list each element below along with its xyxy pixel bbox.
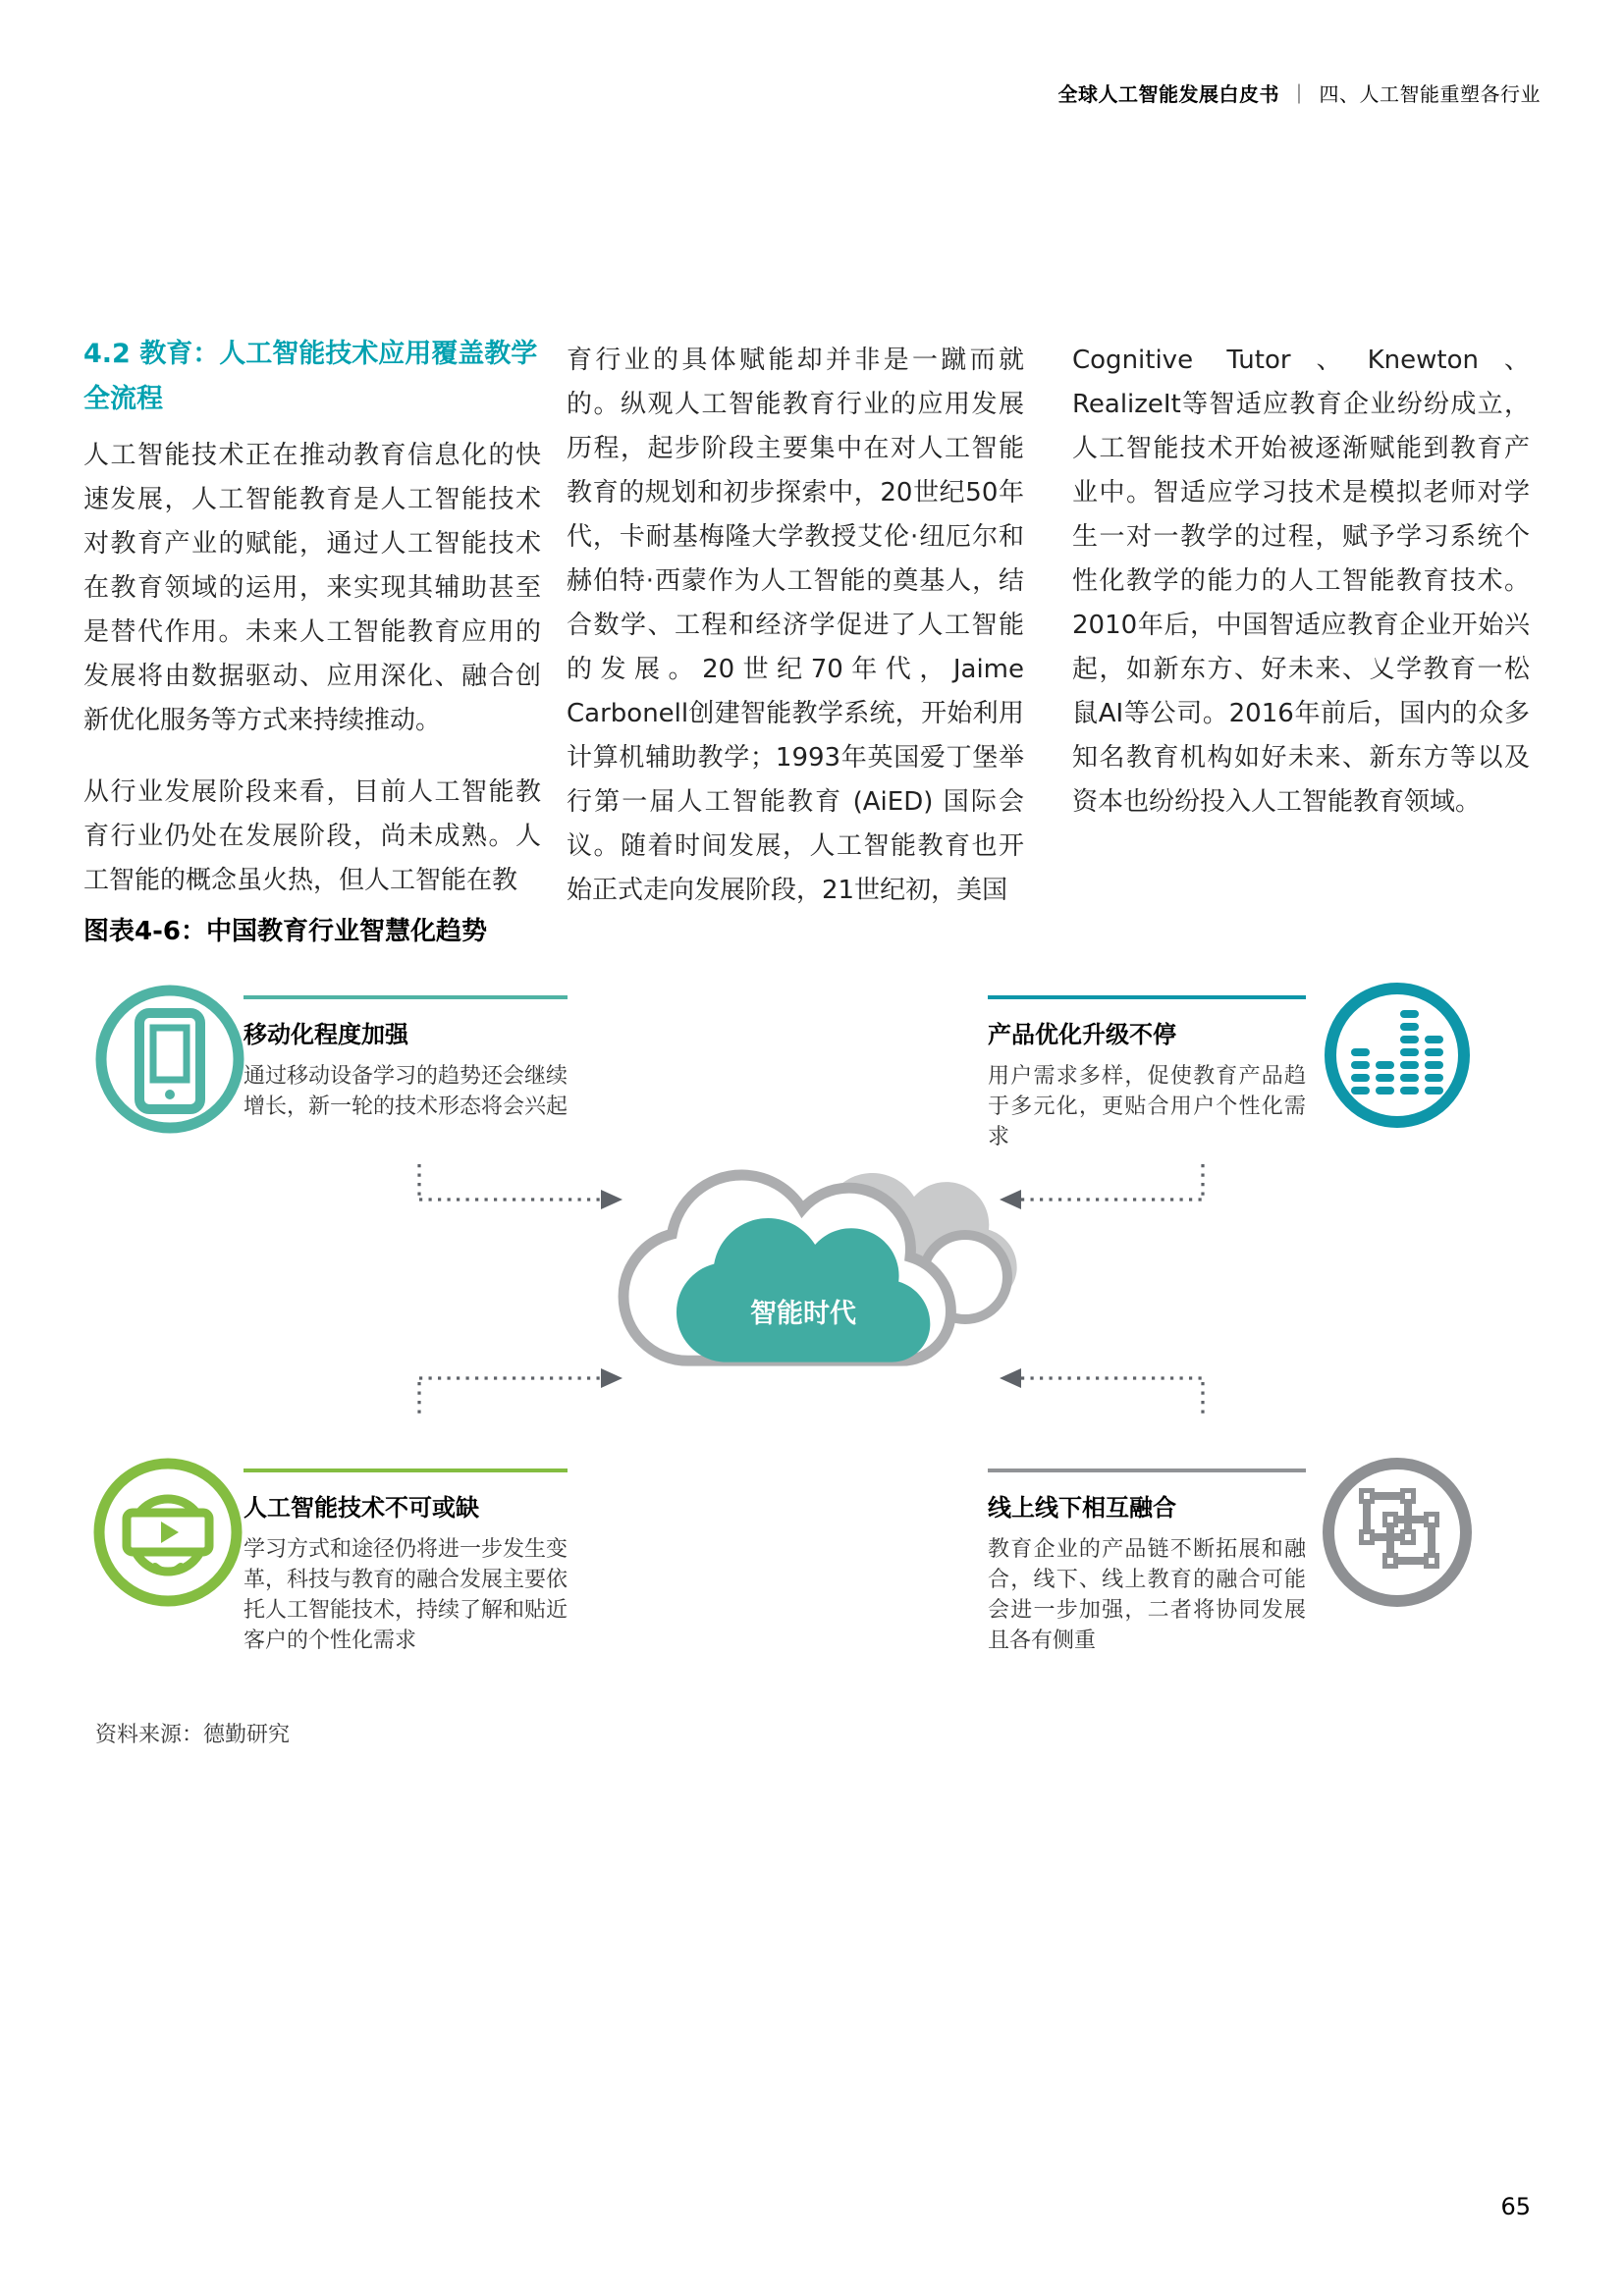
arrow-left-icon [992, 1160, 1218, 1211]
quadrant-body: 通过移动设备学习的趋势还会继续增长，新一轮的技术形态将会兴起 [244, 1064, 568, 1119]
arrow-right-icon [405, 1160, 630, 1211]
quadrant-online-offline [988, 1468, 1306, 1656]
page-header [1058, 79, 1542, 107]
accent-divider [988, 1468, 1306, 1472]
accent-divider [244, 995, 568, 999]
chapter-title: 四、人工智能重塑各行业 [1319, 82, 1541, 106]
quadrant-mobile [244, 995, 568, 1122]
body-paragraph: 从行业发展阶段来看，目前人工智能教育行业仍处在发展阶段，尚未成熟。人工智能的概念虽火热，但人工智能在教 [83, 777, 541, 895]
text-column-2 [567, 339, 1024, 913]
quadrant-body: 教育企业的产品链不断拓展和融合，线下、线上教育的融合可能会进一步加强，二者将协同发展且各有侧重 [988, 1537, 1306, 1653]
equalizer-bars-icon [1322, 980, 1473, 1131]
quadrant-heading: 人工智能技术不可或缺 [244, 1494, 479, 1522]
quadrant-heading: 移动化程度加强 [244, 1021, 408, 1048]
quadrant-ai-tech [244, 1468, 568, 1656]
body-paragraph: 育行业的具体赋能却并非是一蹴而就的。纵观人工智能教育行业的应用发展历程，起步阶段主要集中在对人工智能教育的规划和初步探索中，20世纪50年代，卡耐基梅隆大学教授艾伦·纽厄尔和赫伯特·西蒙作为人工智能的奠基人，结合数学、工程和经济学促进了人工智能的发展。20世纪70年代，Jaime Carbonell创建智能教学系统，开始利用计算机辅助教学；1993年英国爱丁堡举行第一届人工智能教育 (AiED) 国际会议。随着时间发展，人工智能教育也开始正式走向发展阶段，21世纪初，美国 [567, 346, 1024, 905]
arrow-right-icon [405, 1366, 630, 1421]
quadrant-body: 学习方式和途径仍将进一步发生变革，科技与教育的融合发展主要依托人工智能技术，持续了解和贴近客户的个性化需求 [244, 1537, 568, 1653]
header-separator: ｜ [1289, 82, 1310, 106]
network-nodes-icon [1322, 1457, 1473, 1608]
page-number: 65 [1500, 2193, 1531, 2220]
quadrant-body: 用户需求多样，促使教育产品趋于多元化，更贴合用户个性化需求 [988, 1064, 1306, 1149]
text-column-3 [1072, 339, 1530, 825]
arrow-left-icon [992, 1366, 1218, 1421]
body-paragraph: Cognitive Tutor、Knewton、RealizeIt等智适应教育企业纷纷成立，人工智能技术开始被逐渐赋能到教育产业中。智适应学习技术是模拟老师对学生一对一教学的过程，赋予学习系统个性化教学的能力的人工智能教育技术。2010年后，中国智适应教育企业开始兴起，如新东方、好未来、乂学教育一松鼠AI等公司。2016年前后，国内的众多知名教育机构如好未来、新东方等以及资本也纷纷投入人工智能教育领域。 [1072, 346, 1530, 817]
quadrant-product [988, 995, 1306, 1152]
accent-divider [988, 995, 1306, 999]
quadrant-heading: 线上线下相互融合 [988, 1494, 1176, 1522]
smartphone-icon [94, 984, 245, 1135]
accent-divider [244, 1468, 568, 1472]
vr-headset-icon [92, 1457, 244, 1608]
cloud-label: 智能时代 [750, 1299, 856, 1329]
document-title: 全球人工智能发展白皮书 [1057, 82, 1279, 106]
figure-title: 图表4-6：中国教育行业智慧化趋势 [83, 917, 487, 946]
body-paragraph: 人工智能技术正在推动教育信息化的快速发展，人工智能教育是人工智能技术对教育产业的赋能，通过人工智能技术在教育领域的运用，来实现其辅助甚至是替代作用。未来人工智能教育应用的发展将由数据驱动、应用深化、融合创新优化服务等方式来持续推动。 [83, 441, 541, 735]
section-heading: 4.2 教育：人工智能技术应用覆盖教学全流程 [83, 339, 538, 414]
quadrant-heading: 产品优化升级不停 [988, 1021, 1176, 1048]
text-column-1 [83, 332, 541, 903]
figure-source: 资料来源：德勤研究 [95, 1723, 291, 1747]
